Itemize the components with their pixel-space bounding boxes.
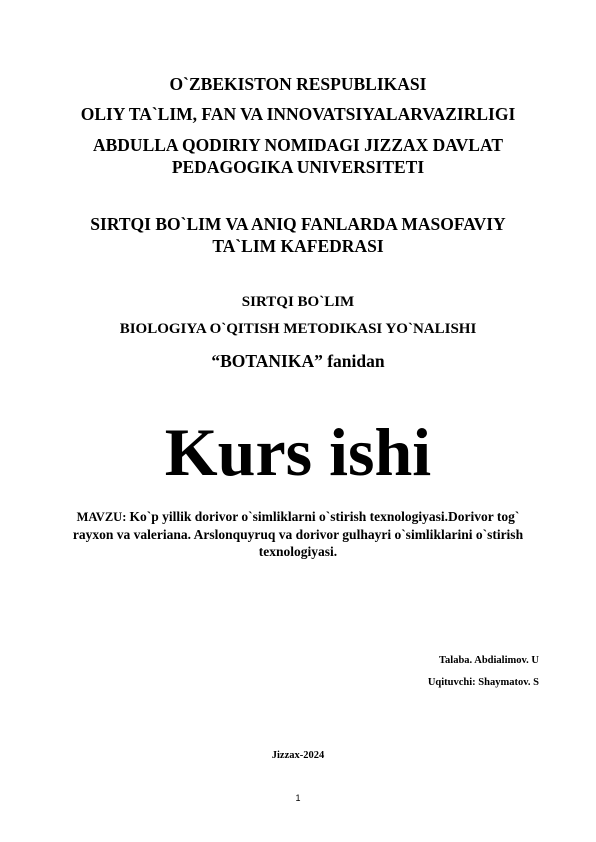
document-title: Kurs ishi (164, 414, 432, 490)
department-line-1: SIRTQI BO`LIM VA ANIQ FANLARDA MASOFAVIY (90, 214, 506, 234)
topic-prefix: MAVZU: (76, 510, 130, 524)
ministry-country-line: O`ZBEKISTON RESPUBLIKASI (169, 74, 427, 94)
topic-block (60, 508, 536, 560)
student-name: Talaba. Abdialimov. U (439, 655, 539, 666)
topic-text: Ko`p yillik dorivor o`simliklarni o`stirish texnologiyasi.Dorivor tog` rayxon va valeriana. Arslonquyruq va dorivor gulhayri o`simliklarini o`stirish texnologiyasi. (72, 509, 524, 559)
place-year: Jizzax-2024 (271, 750, 325, 761)
teacher-name: Uqituvchi: Shaymatov. S (427, 677, 539, 688)
page-number: 1 (295, 793, 301, 803)
university-name-line-1: ABDULLA QODIRIY NOMIDAGI JIZZAX DAVLAT (92, 135, 503, 155)
department-line-2: TA`LIM KAFEDRASI (212, 236, 384, 256)
ministry-name-line: OLIY TA`LIM, FAN VA INNOVATSIYALARVAZIRLIGI (80, 104, 516, 124)
subject-name: “BOTANIKA” fanidan (211, 351, 385, 371)
section-name: SIRTQI BO`LIM (241, 294, 355, 310)
university-name-line-2: PEDAGOGIKA UNIVERSITETI (171, 157, 425, 177)
program-name: BIOLOGIYA O`QITISH METODIKASI YO`NALISHI (119, 321, 477, 337)
